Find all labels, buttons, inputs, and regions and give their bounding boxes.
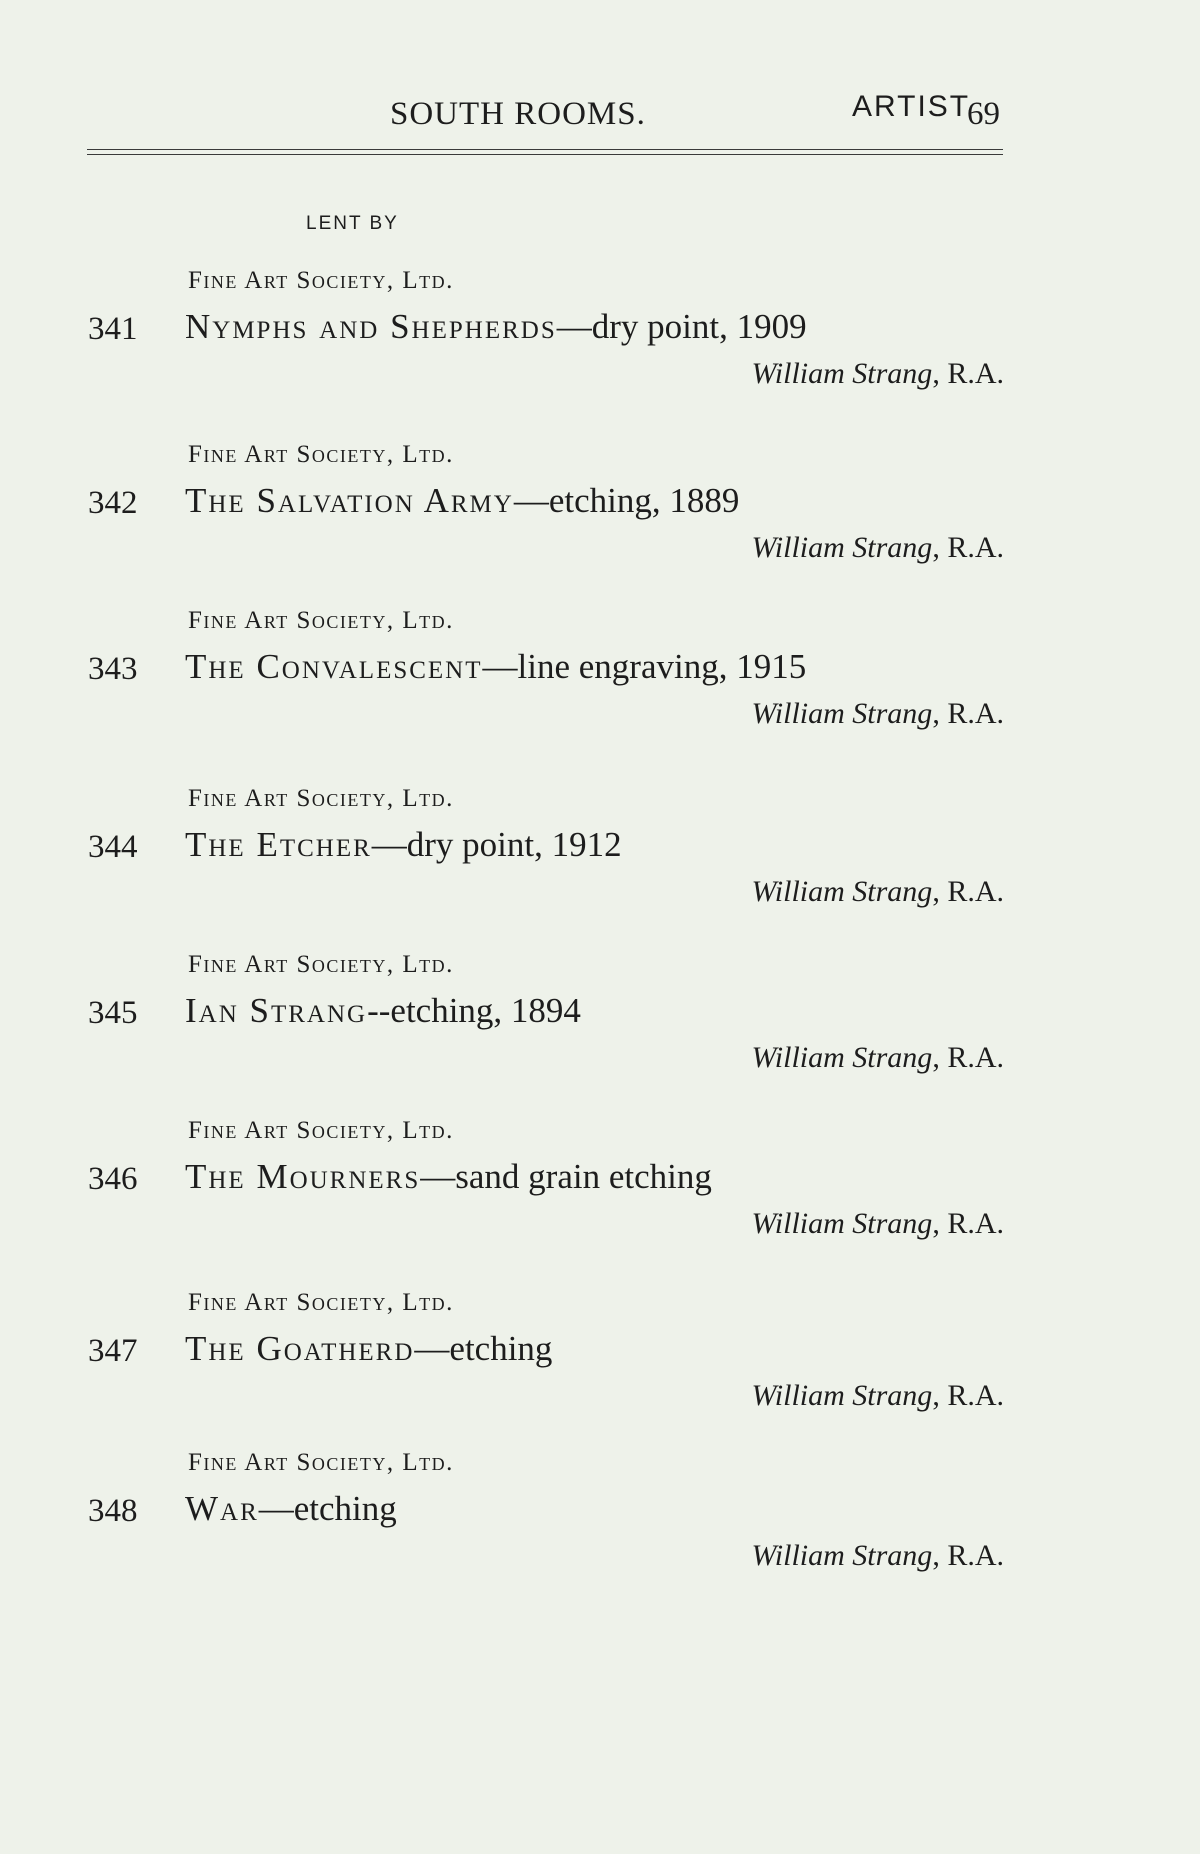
- work-title: The Mourners: [185, 1157, 421, 1196]
- medium-date: dry point, 1912: [406, 825, 622, 864]
- medium-date: dry point, 1909: [591, 307, 807, 346]
- lender: Fine Art Society, Ltd.: [188, 441, 454, 468]
- work-title: The Convalescent: [185, 647, 483, 686]
- artist-credit: [751, 531, 1004, 565]
- artist-name: William Strang: [751, 1539, 933, 1572]
- page-number: 69: [967, 96, 1000, 132]
- title-line: [185, 1157, 712, 1197]
- artist-suffix: , R.A.: [932, 1379, 1004, 1412]
- header-rule-bottom: [87, 154, 1003, 155]
- medium-date: line engraving, 1915: [517, 647, 807, 686]
- title-line: [185, 991, 581, 1031]
- catalogue-entry: [0, 607, 1200, 767]
- header-rule-top: [87, 149, 1003, 150]
- lender: Fine Art Society, Ltd.: [188, 1117, 454, 1144]
- artist-credit: [751, 697, 1004, 731]
- title-separator: —: [371, 825, 407, 864]
- artist-name: William Strang: [751, 875, 933, 908]
- artist-suffix: , R.A.: [932, 1041, 1004, 1074]
- catalogue-entry: [0, 785, 1200, 945]
- artist-name: William Strang: [751, 1041, 933, 1074]
- column-heading-artist: ARTIST: [852, 90, 971, 123]
- running-head: SOUTH ROOMS.: [390, 96, 646, 132]
- title-separator: —: [556, 307, 592, 346]
- title-line: [185, 825, 622, 865]
- artist-suffix: , R.A.: [932, 357, 1004, 390]
- medium-date: etching: [449, 1329, 553, 1368]
- title-separator: —: [258, 1489, 294, 1528]
- title-line: [185, 1329, 552, 1369]
- title-line: [185, 647, 806, 687]
- artist-suffix: , R.A.: [932, 1207, 1004, 1240]
- work-title: Ian Strang: [185, 991, 368, 1030]
- column-heading-lent-by: LENT BY: [306, 213, 399, 234]
- artist-credit: [751, 1539, 1004, 1573]
- medium-date: etching: [293, 1489, 397, 1528]
- artist-credit: [751, 1207, 1004, 1241]
- title-line: [185, 1489, 397, 1529]
- title-separator: --: [367, 991, 391, 1030]
- artist-credit: [751, 1041, 1004, 1075]
- medium-date: etching, 1889: [548, 481, 740, 520]
- artist-suffix: , R.A.: [932, 531, 1004, 564]
- lender: Fine Art Society, Ltd.: [188, 951, 454, 978]
- work-title: The Goatherd: [185, 1329, 415, 1368]
- entry-number: 348: [88, 1493, 138, 1529]
- catalogue-entry: [0, 951, 1200, 1111]
- artist-name: William Strang: [751, 531, 933, 564]
- lender: Fine Art Society, Ltd.: [188, 785, 454, 812]
- work-title: War: [185, 1489, 259, 1528]
- entry-number: 344: [88, 829, 138, 865]
- artist-suffix: , R.A.: [932, 875, 1004, 908]
- catalogue-entry: [0, 1117, 1200, 1277]
- work-title: The Etcher: [185, 825, 372, 864]
- entry-number: 347: [88, 1333, 138, 1369]
- medium-date: sand grain etching: [455, 1157, 712, 1196]
- lender: Fine Art Society, Ltd.: [188, 607, 454, 634]
- artist-suffix: , R.A.: [932, 697, 1004, 730]
- artist-suffix: , R.A.: [932, 1539, 1004, 1572]
- title-separator: —: [414, 1329, 450, 1368]
- artist-credit: [751, 875, 1004, 909]
- lender: Fine Art Society, Ltd.: [188, 1449, 454, 1476]
- catalogue-entry: [0, 267, 1200, 427]
- work-title: The Salvation Army: [185, 481, 514, 520]
- title-line: [185, 481, 739, 521]
- title-separator: —: [482, 647, 518, 686]
- entry-number: 346: [88, 1161, 138, 1197]
- artist-name: William Strang: [751, 357, 933, 390]
- title-separator: —: [513, 481, 549, 520]
- catalogue-entry: [0, 1289, 1200, 1449]
- entry-number: 342: [88, 485, 138, 521]
- title-line: [185, 307, 807, 347]
- entry-number: 345: [88, 995, 138, 1031]
- title-separator: —: [420, 1157, 456, 1196]
- entry-number: 343: [88, 651, 138, 687]
- artist-name: William Strang: [751, 697, 933, 730]
- catalogue-entry: [0, 441, 1200, 601]
- medium-date: etching, 1894: [390, 991, 581, 1030]
- artist-credit: [751, 1379, 1004, 1413]
- lender: Fine Art Society, Ltd.: [188, 267, 454, 294]
- artist-name: William Strang: [751, 1207, 933, 1240]
- entry-number: 341: [88, 311, 138, 347]
- lender: Fine Art Society, Ltd.: [188, 1289, 454, 1316]
- artist-name: William Strang: [751, 1379, 933, 1412]
- artist-credit: [751, 357, 1004, 391]
- catalogue-entry: [0, 1449, 1200, 1609]
- work-title: Nymphs and Shepherds: [185, 307, 557, 346]
